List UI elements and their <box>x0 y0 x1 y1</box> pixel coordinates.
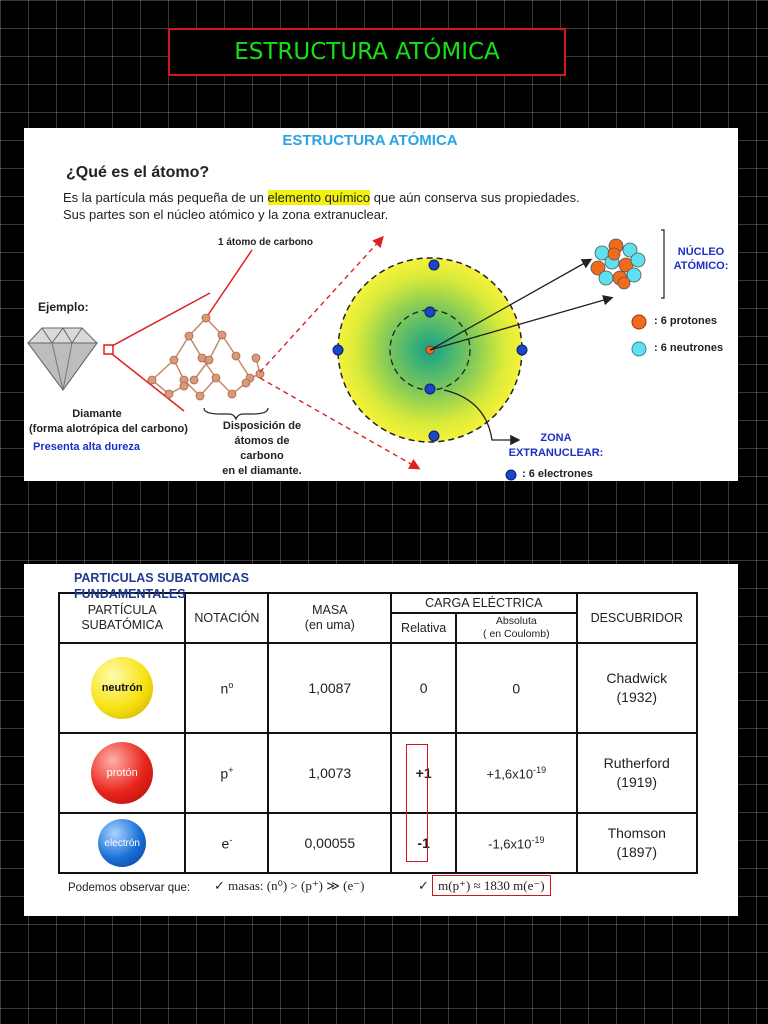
proton-discoverer <box>577 733 698 813</box>
proton-mass: 1,0073 <box>268 733 391 813</box>
atomic-structure-panel <box>24 128 738 481</box>
proton-notation <box>185 733 268 813</box>
electron-discoverer-name: Thomson <box>607 825 666 841</box>
proton-cell <box>59 733 185 813</box>
definition-pre: Es la partícula más pequeña de un <box>63 190 268 205</box>
nucleus-label-line-2: ATÓMICO: <box>673 260 729 272</box>
particles-heading-line-2: FUNDAMENTALES <box>74 587 186 601</box>
electron-ball: electrón <box>98 819 146 867</box>
observation-label: Podemos observar que: <box>68 882 191 894</box>
observation-1-text: masas: (n⁰) > (p⁺) ≫ (e⁻) <box>228 878 365 893</box>
neutron-ball: neutrón <box>91 657 153 719</box>
particles-heading-line-1: PARTICULAS SUBATOMICAS <box>74 571 249 585</box>
neutron-notation-base: n <box>220 680 229 697</box>
carbon-atom-pointer <box>206 250 252 318</box>
arrangement-line-1: Disposición de <box>222 420 302 432</box>
observation-2-text: m(p⁺) ≈ 1830 m(e⁻) <box>432 875 550 896</box>
electron-notation-sup: - <box>229 834 233 845</box>
neutron-mass: 1,0087 <box>268 643 391 733</box>
neutron-discoverer <box>577 643 698 733</box>
col-absolute <box>456 613 576 643</box>
table-row-proton <box>59 733 697 813</box>
neutron-absolute-base: 0 <box>512 680 521 697</box>
neutron-legend-dot <box>632 342 646 356</box>
electron-cell <box>59 813 185 873</box>
table-row-electron <box>59 813 697 873</box>
definition-post: que aún conserva sus propiedades. <box>370 190 580 205</box>
arrangement-label <box>212 419 312 479</box>
proton-notation-sup: + <box>228 764 234 775</box>
carbon-atom-label: 1 átomo de carbono <box>218 237 314 248</box>
relative-charge-highlight <box>406 744 428 862</box>
electron-mass: 0,00055 <box>268 813 391 873</box>
example-label: Ejemplo: <box>38 300 89 314</box>
col-relative: Relativa <box>391 613 456 643</box>
observation-2 <box>418 878 551 894</box>
arrangement-line-3: en el diamante. <box>222 465 302 477</box>
nucleus-label-line-1: NÚCLEO <box>677 246 725 258</box>
arrangement-line-2: átomos de carbono <box>234 435 290 462</box>
proton-discoverer-year: (1919) <box>616 774 657 790</box>
proton-notation-base: p <box>220 765 229 782</box>
electron-notation-base: e <box>221 835 230 852</box>
check-icon: ✓ <box>214 878 225 893</box>
electron-notation <box>185 813 268 873</box>
neutrons-label: : 6 neutrones <box>654 342 724 354</box>
nucleus-cluster <box>591 239 645 289</box>
proton-relative: +1 <box>391 733 456 813</box>
neutron-relative: 0 <box>391 643 456 733</box>
subatomic-particles-panel <box>24 564 738 916</box>
col-mass-line-1: MASA <box>312 603 348 617</box>
proton-discoverer-name: Rutherford <box>603 755 670 771</box>
extranuclear-label-line-1: ZONA <box>540 432 572 444</box>
question-heading: ¿Qué es el átomo? <box>66 164 210 181</box>
neutron-notation <box>185 643 268 733</box>
panel-title: ESTRUCTURA ATÓMICA <box>282 132 458 149</box>
particles-heading <box>74 570 249 602</box>
col-notation: NOTACIÓN <box>185 593 268 643</box>
electron-absolute-base: -1,6x10 <box>488 836 532 852</box>
neutron-discoverer-name: Chadwick <box>606 670 668 686</box>
diamond-hardness-label: Presenta alta dureza <box>33 441 140 453</box>
col-discoverer: DESCUBRIDOR <box>577 593 698 643</box>
page-title: ESTRUCTURA ATÓMICA <box>168 28 566 76</box>
neutron-absolute <box>456 643 576 733</box>
electron-relative: -1 <box>391 813 456 873</box>
extranuclear-label-line-2: EXTRANUCLEAR: <box>508 447 604 459</box>
diamond-gem <box>28 328 113 390</box>
proton-legend-dot <box>632 315 646 329</box>
col-absolute-line-1: Absoluta <box>495 615 537 627</box>
col-charge: CARGA ELÉCTRICA <box>391 593 576 613</box>
proton-ball: protón <box>91 742 153 804</box>
extranuclear-label <box>504 431 608 461</box>
zoom-line-top <box>112 293 210 346</box>
neutron-notation-sup: o <box>228 679 234 690</box>
neutron-cell <box>59 643 185 733</box>
proton-absolute-base: +1,6x10 <box>486 766 534 782</box>
nucleus-brace <box>661 230 664 298</box>
col-mass <box>268 593 391 643</box>
neutron-discoverer-year: (1932) <box>616 689 657 705</box>
col-mass-line-2: (en uma) <box>304 618 355 632</box>
table-row-neutron <box>59 643 697 733</box>
particles-table <box>58 592 698 874</box>
electron-discoverer-year: (1897) <box>616 844 657 860</box>
protons-label: : 6 protones <box>654 315 717 327</box>
diamond-allotrope-label: (forma alotrópica del carbono) <box>29 423 188 435</box>
diamond-label: Diamante <box>72 408 122 420</box>
nucleus-label <box>668 245 734 273</box>
proton-absolute-exp: -19 <box>533 764 547 775</box>
definition-line-2: Sus partes son el núcleo atómico y la zona extranuclear. <box>63 207 389 222</box>
col-absolute-line-2: ( en Coulomb) <box>483 628 550 640</box>
observation-1 <box>214 878 364 894</box>
carbon-atoms <box>148 314 264 400</box>
definition-highlight: elemento químico <box>267 190 371 205</box>
electron-absolute-exp: -19 <box>531 834 545 845</box>
electron-absolute <box>456 813 576 873</box>
electron-legend-dot <box>506 470 516 480</box>
col-particle-line-2: SUBATÓMICA <box>81 618 164 632</box>
electrons-label: : 6 electrones <box>522 468 593 480</box>
col-particle-line-1: PARTÍCULA <box>87 603 157 617</box>
lattice-brace <box>204 408 268 419</box>
electron-discoverer <box>577 813 698 873</box>
proton-absolute <box>456 733 576 813</box>
check-icon: ✓ <box>418 878 429 893</box>
